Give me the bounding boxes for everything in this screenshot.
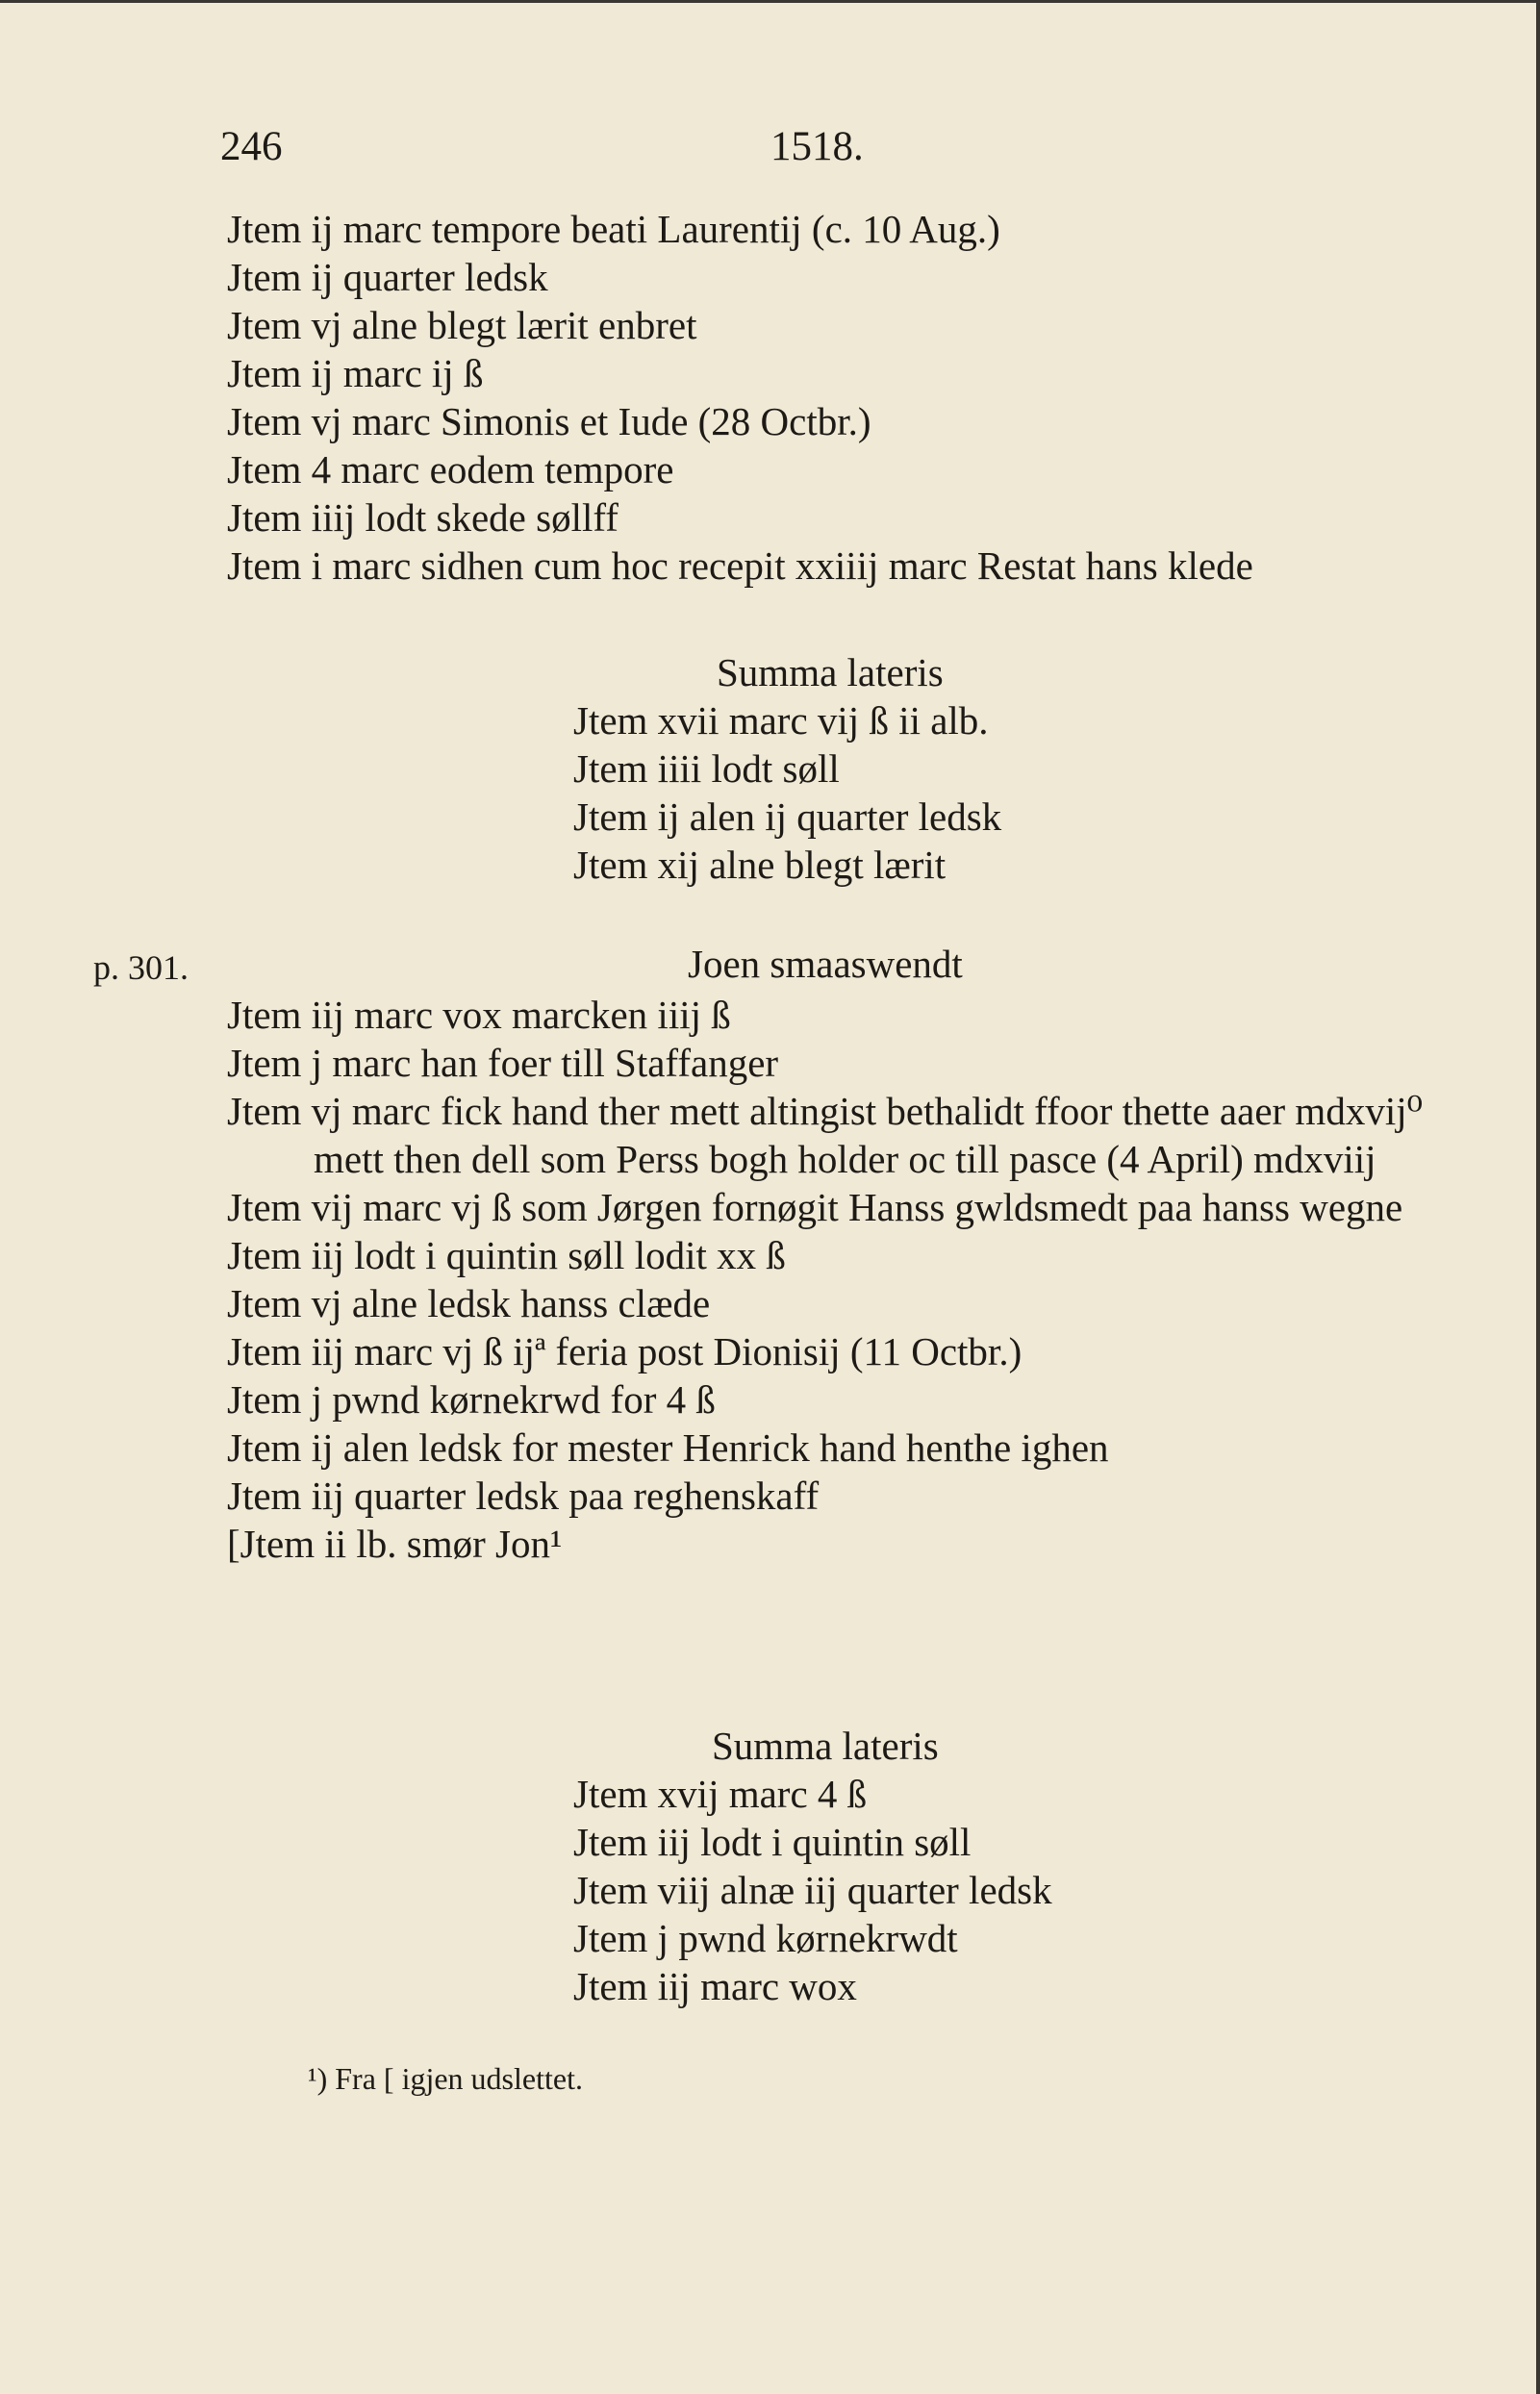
scan-border-top (0, 0, 1540, 3)
entry-line: Jtem vj alne ledsk hanss clæde (227, 1281, 711, 1325)
entry-line: Jtem iij lodt i quintin søll lodit xx ß (227, 1233, 786, 1277)
section-heading: Joen smaaswendt (688, 942, 963, 986)
entry-line: Jtem 4 marc eodem tempore (227, 447, 674, 491)
entries-bottom (227, 991, 1458, 1568)
entry-line: Jtem vij marc vj ß som Jørgen fornøgit Hanss gwldsmedt paa hanss wegne (227, 1185, 1403, 1229)
margin-note: p. 301. (93, 948, 189, 987)
summa-line: Jtem viij alnæ iij quarter ledsk (573, 1868, 1052, 1912)
summa-title: Summa lateris (717, 650, 944, 694)
summa-block (573, 696, 1001, 889)
entry-line: Jtem ij alen ledsk for mester Henrick hand henthe ighen (227, 1425, 1109, 1470)
summa-line: Jtem iij marc wox (573, 1964, 857, 2008)
summa-line: Jtem iiii lodt søll (573, 746, 840, 791)
entry-line: Jtem iij marc vj ß ijª feria post Dionisij (11 Octbr.) (227, 1329, 1022, 1373)
page-number: 246 (220, 124, 283, 169)
summa-line: Jtem xij alne blegt lærit (573, 843, 947, 887)
entry-line: Jtem iiij lodt skede søllff (227, 495, 619, 540)
year-heading: 1518. (770, 124, 864, 169)
entry-line: Jtem iij marc vox marcken iiij ß (227, 993, 731, 1037)
entry-line: Jtem i marc sidhen cum hoc recepit xxiiij marc Restat hans klede (227, 543, 1253, 588)
entry-line: Jtem ij marc tempore beati Laurentij (c. 10 Aug.) (227, 207, 1000, 251)
running-header (220, 123, 913, 171)
entry-line: Jtem vj marc fick hand ther mett altingist bethalidt ffoor thette aaer mdxvij⁰ mett then dell som Perss bogh holder oc till pasce (4 April) mdxviij (227, 1089, 1424, 1181)
entry-line: Jtem vj alne blegt lærit enbret (227, 303, 697, 347)
summa-line: Jtem j pwnd kørnekrwdt (573, 1916, 958, 1960)
summa-line: Jtem iij lodt i quintin søll (573, 1820, 972, 1864)
footnote: ¹) Fra [ igjen udslettet. (308, 2061, 583, 2096)
entries-top (227, 205, 1468, 590)
entry-line: Jtem j marc han foer till Staffanger (227, 1041, 779, 1085)
entry-line: [Jtem ii lb. smør Jon¹ (227, 1522, 563, 1566)
entry-line: Jtem iij quarter ledsk paa reghenskaff (227, 1474, 820, 1518)
entry-line: Jtem j pwnd kørnekrwd for 4 ß (227, 1377, 716, 1422)
scan-border-right (1536, 0, 1540, 2394)
summa-line: Jtem xvii marc vij ß ii alb. (573, 698, 989, 743)
summa-title: Summa lateris (712, 1724, 939, 1768)
entry-line: Jtem ij quarter ledsk (227, 255, 548, 299)
summa-line: Jtem xvij marc 4 ß (573, 1772, 868, 1816)
entry-line: Jtem vj marc Simonis et Iude (28 Octbr.) (227, 399, 871, 443)
entry-line: Jtem ij marc ij ß (227, 351, 484, 395)
summa-line: Jtem ij alen ij quarter ledsk (573, 794, 1002, 839)
summa-block (573, 1770, 1052, 2010)
